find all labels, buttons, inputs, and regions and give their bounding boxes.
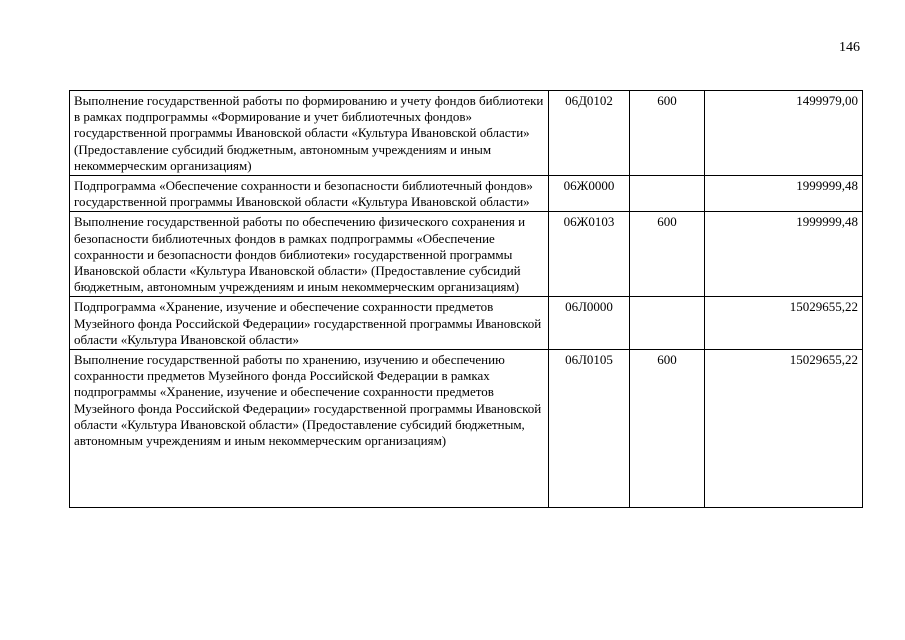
row-name-cell: Выполнение государственной работы по обеспечению физического сохранения и безопасности библиотечных фондов в рамках подпрограммы «Обеспечение сохранности и безопасности фондов библиотеки» государственной программы Ивановской области «Культура Ивановской области» (Предоставление субсидий бюджетным, автономным учреждениям и иным некоммерческим организациям) xyxy=(70,212,549,297)
row-expense-type-cell: 600 xyxy=(630,91,705,176)
row-sum-cell: 15029655,22 xyxy=(705,297,863,350)
table-row xyxy=(70,297,863,350)
row-code-cell: 06Д0102 xyxy=(549,91,630,176)
row-sum-cell: 15029655,22 xyxy=(705,350,863,508)
row-code-cell: 06Ж0103 xyxy=(549,212,630,297)
row-expense-type-cell xyxy=(630,176,705,212)
row-name-cell: Выполнение государственной работы по хранению, изучению и обеспечению сохранности предметов Музейного фонда Российской Федерации в рамках подпрограммы «Хранение, изучение и обеспечение сохранности предметов Музейного фонда Российской Федерации» государственной программы Ивановской области «Культура Ивановской области» (Предоставление субсидий бюджетным, автономным учреждениям и иным некоммерческим организациям) xyxy=(70,350,549,508)
table-row xyxy=(70,350,863,508)
budget-table xyxy=(69,90,863,508)
row-name-cell: Подпрограмма «Обеспечение сохранности и безопасности библиотечный фондов» государственной программы Ивановской области «Культура Ивановской области» xyxy=(70,176,549,212)
row-code-cell: 06Ж0000 xyxy=(549,176,630,212)
row-name-cell: Подпрограмма «Хранение, изучение и обеспечение сохранности предметов Музейного фонда Российской Федерации» государственной программы Ивановской области «Культура Ивановской области» xyxy=(70,297,549,350)
table-row xyxy=(70,212,863,297)
table-row xyxy=(70,176,863,212)
table-row xyxy=(70,91,863,176)
page-number: 146 xyxy=(839,40,860,55)
row-expense-type-cell: 600 xyxy=(630,212,705,297)
row-expense-type-cell: 600 xyxy=(630,350,705,508)
row-code-cell: 06Л0105 xyxy=(549,350,630,508)
row-sum-cell: 1499979,00 xyxy=(705,91,863,176)
row-code-cell: 06Л0000 xyxy=(549,297,630,350)
row-sum-cell: 1999999,48 xyxy=(705,212,863,297)
row-sum-cell: 1999999,48 xyxy=(705,176,863,212)
row-expense-type-cell xyxy=(630,297,705,350)
row-name-cell: Выполнение государственной работы по формированию и учету фондов библиотеки в рамках подпрограммы «Формирование и учет библиотечных фондов» государственной программы Ивановской области «Культура Ивановской области» (Предоставление субсидий бюджетным, автономным учреждениям и иным некоммерческим организациям) xyxy=(70,91,549,176)
